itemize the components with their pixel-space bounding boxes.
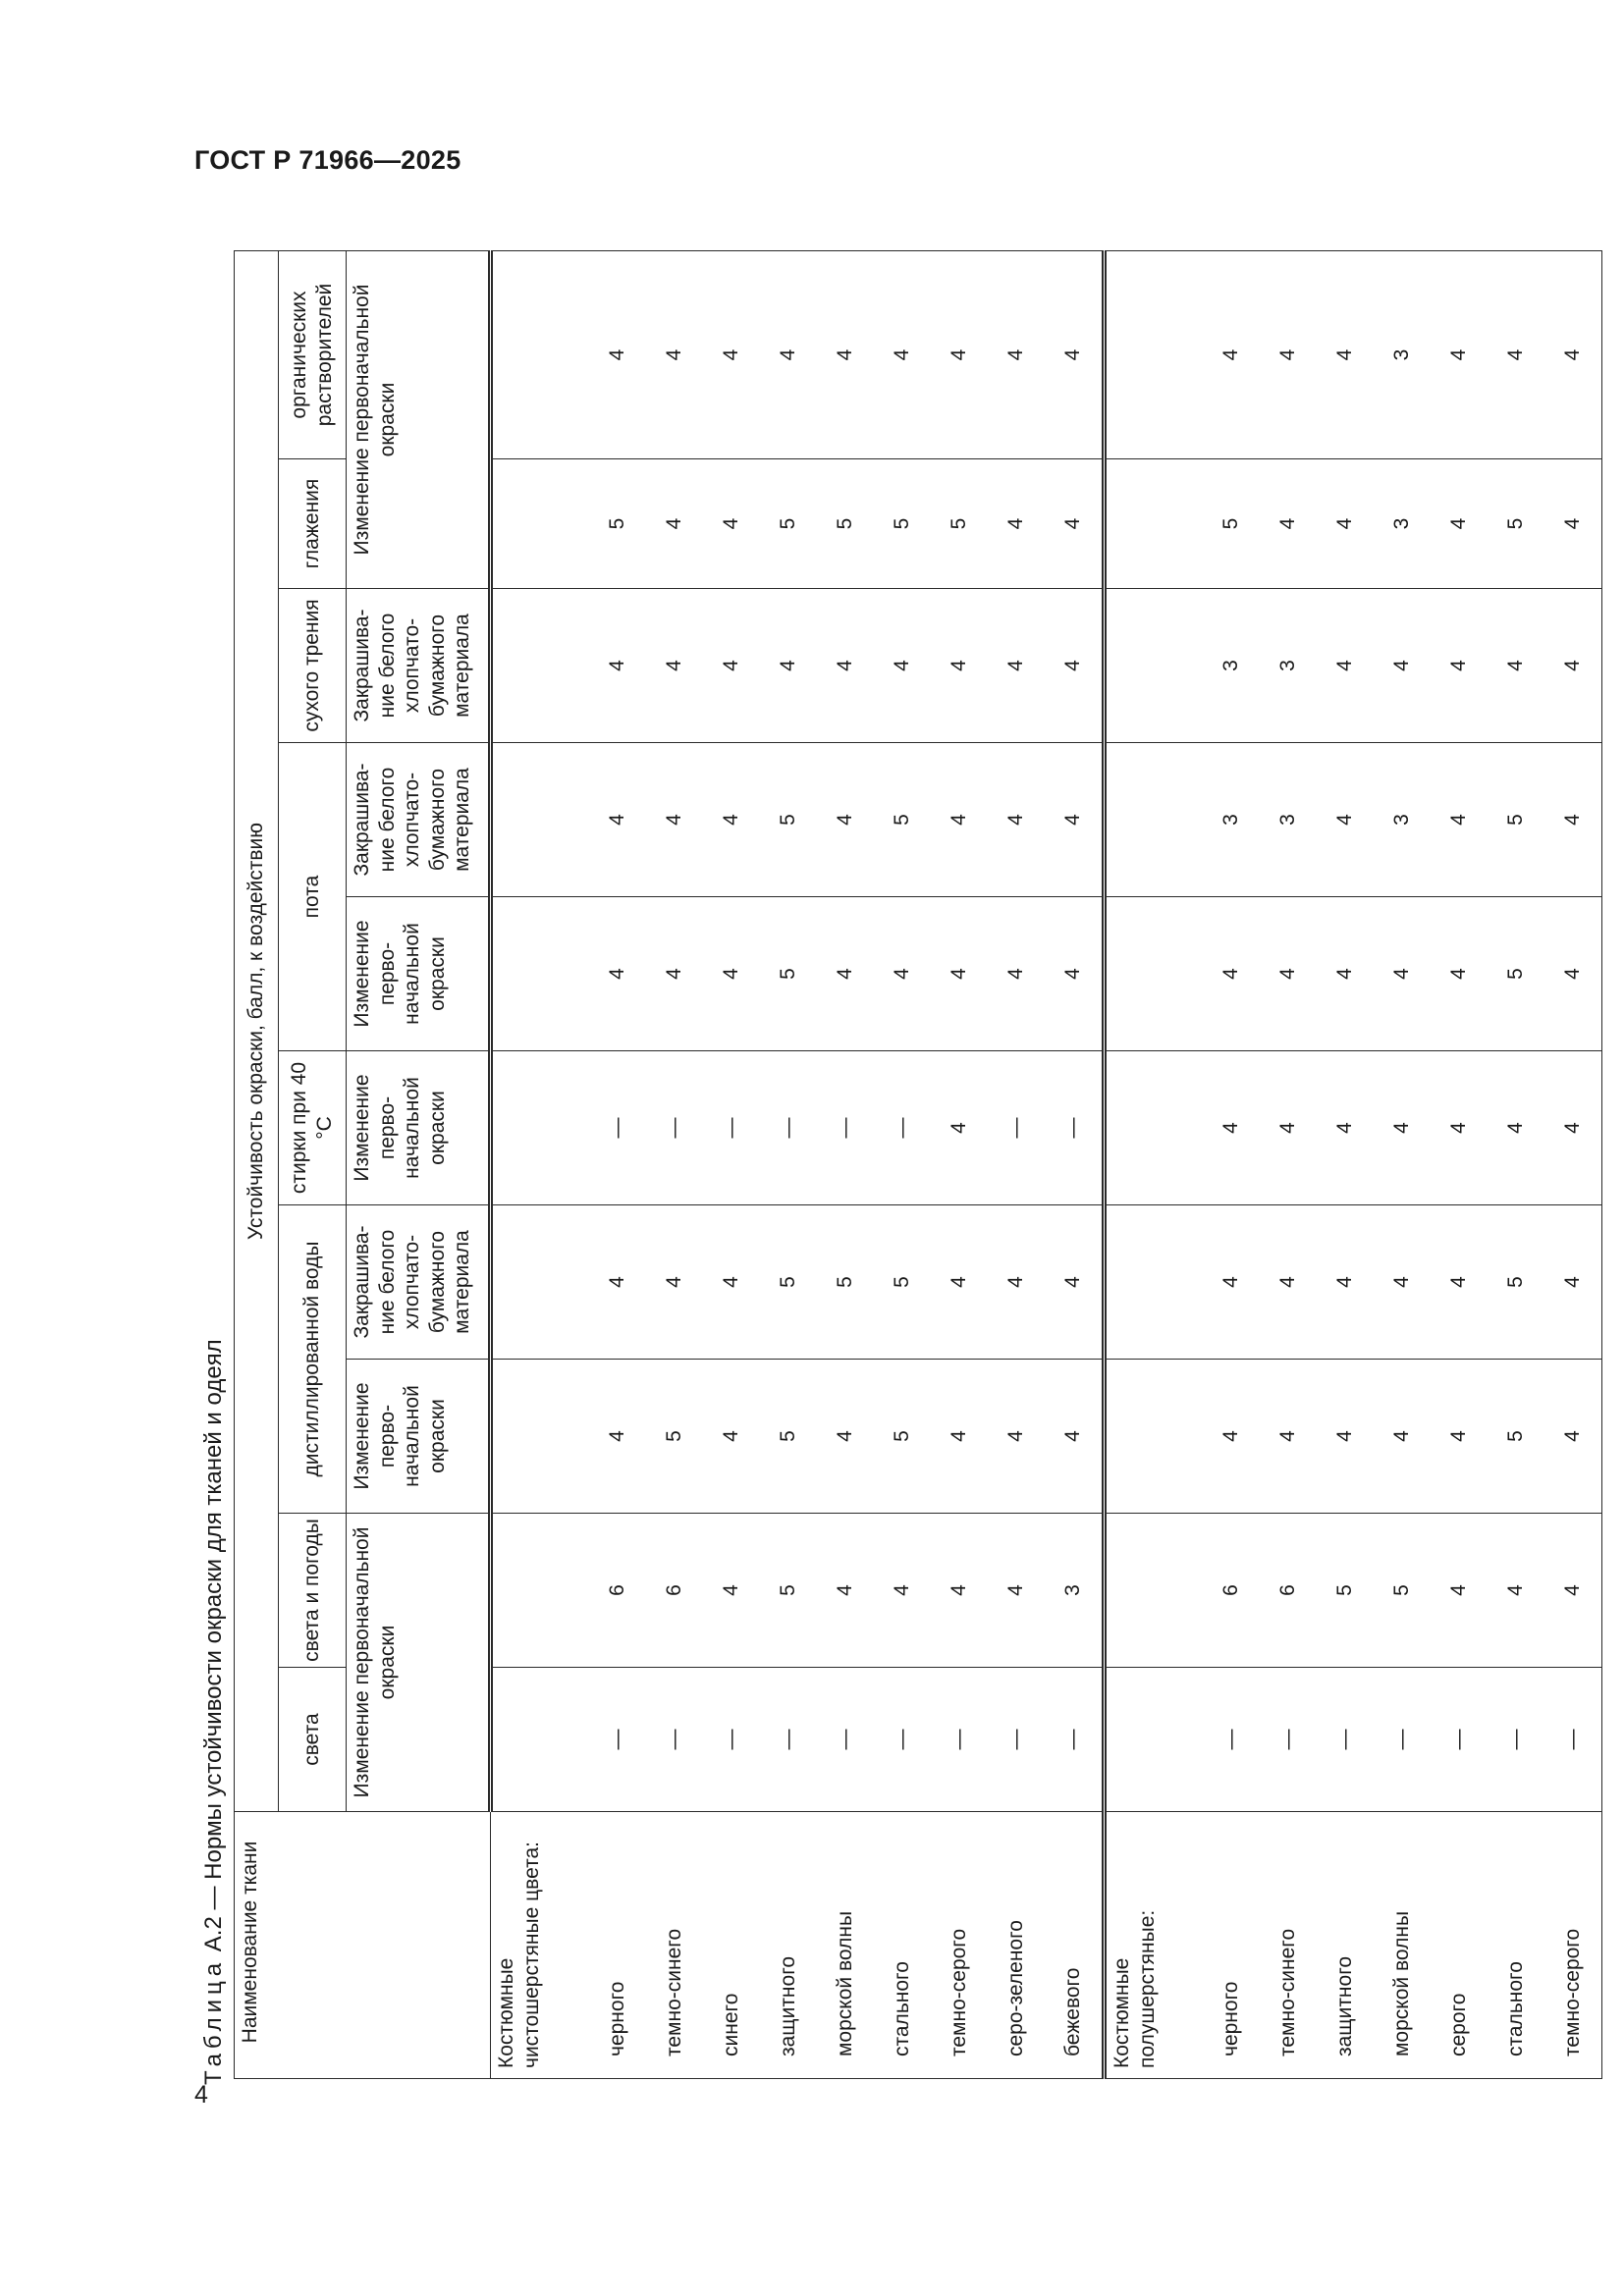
cell-value: 3 xyxy=(1260,743,1317,897)
cell-value: 4 xyxy=(1544,589,1602,743)
cell-value: 4 xyxy=(646,459,703,589)
cell-value: 4 xyxy=(988,251,1045,459)
cell-value: — xyxy=(988,1668,1045,1812)
cell-value: 4 xyxy=(1260,459,1317,589)
cell-value: 4 xyxy=(646,1205,703,1360)
cell-value: 4 xyxy=(1260,1051,1317,1205)
cell-value: 4 xyxy=(1045,589,1105,743)
table-row xyxy=(1488,251,1544,2079)
cell-value: 5 xyxy=(760,743,817,897)
page-number: 4 xyxy=(194,2081,208,2109)
cell-value: 4 xyxy=(874,1514,931,1668)
cell-value: 4 xyxy=(931,1514,988,1668)
group-header-row xyxy=(491,251,590,2079)
cell-value: 4 xyxy=(1317,1205,1374,1360)
cell-value: — xyxy=(1260,1668,1317,1812)
row-fabric-name: темно-серого xyxy=(931,1812,988,2079)
table-row xyxy=(703,251,760,2079)
cell-value: 4 xyxy=(589,589,646,743)
header-fabric-name: Наименование ткани xyxy=(235,1812,491,2079)
cell-value: 4 xyxy=(1431,897,1488,1051)
cell-value: 4 xyxy=(931,251,988,459)
row-fabric-name: серого xyxy=(1431,1812,1488,2079)
cell-value: — xyxy=(760,1668,817,1812)
cell-value: 4 xyxy=(1260,251,1317,459)
row-fabric-name: защитного xyxy=(1317,1812,1374,2079)
cell-value: 5 xyxy=(646,1360,703,1514)
cell-value: 3 xyxy=(1374,251,1431,459)
cell-value: 4 xyxy=(589,897,646,1051)
cell-value: — xyxy=(646,1668,703,1812)
cell-value: 6 xyxy=(589,1514,646,1668)
header-staining-dry-rub: Закрашива-ние белого хлопчато-бумажного материала xyxy=(347,589,491,743)
cell-value: 4 xyxy=(988,1514,1045,1668)
cell-value: 4 xyxy=(1203,1205,1260,1360)
header-change-initial-color: Изменение первоначальной окраски xyxy=(347,1514,491,1812)
document-header: ГОСТ Р 71966—2025 xyxy=(194,145,461,175)
cell-value: 4 xyxy=(1488,1051,1544,1205)
row-fabric-name: темно-синего xyxy=(646,1812,703,2079)
table-body xyxy=(491,251,1602,2079)
table-row xyxy=(817,251,874,2079)
cell-value: 5 xyxy=(760,1360,817,1514)
cell-value: 4 xyxy=(1431,1051,1488,1205)
cell-value: — xyxy=(817,1668,874,1812)
cell-value: 4 xyxy=(988,459,1045,589)
header-change-initial-water: Изменение перво-начальной окраски xyxy=(347,1360,491,1514)
cell-value: — xyxy=(817,1051,874,1205)
cell-value: — xyxy=(931,1668,988,1812)
cell-value: 4 xyxy=(874,897,931,1051)
cell-value: 4 xyxy=(1544,251,1602,459)
table-caption-prefix: Таблица xyxy=(200,1957,227,2085)
cell-value: 4 xyxy=(703,1514,760,1668)
header-light: света xyxy=(279,1668,347,1812)
cell-value: 4 xyxy=(1317,1051,1374,1205)
header-change-initial-sweat: Изменение перво-начальной окраски xyxy=(347,897,491,1051)
cell-value: — xyxy=(760,1051,817,1205)
table-row xyxy=(988,251,1045,2079)
row-fabric-name: серо-зеленого xyxy=(988,1812,1045,2079)
header-sweat: пота xyxy=(279,743,347,1051)
cell-value: 4 xyxy=(1317,251,1374,459)
cell-value: 4 xyxy=(817,743,874,897)
cell-value: 5 xyxy=(1488,1360,1544,1514)
header-change-initial-wash: Изменение перво-начальной окраски xyxy=(347,1051,491,1205)
cell-value: 4 xyxy=(760,251,817,459)
cell-value: 3 xyxy=(1374,743,1431,897)
cell-value: 4 xyxy=(646,897,703,1051)
cell-value: 3 xyxy=(1203,589,1260,743)
cell-value: — xyxy=(1488,1668,1544,1812)
cell-value: — xyxy=(589,1668,646,1812)
cell-value: 4 xyxy=(1431,251,1488,459)
cell-value: 4 xyxy=(1045,743,1105,897)
table-row xyxy=(1260,251,1317,2079)
cell-value: 4 xyxy=(1203,1360,1260,1514)
cell-value: 6 xyxy=(1203,1514,1260,1668)
cell-value: 4 xyxy=(931,897,988,1051)
cell-value: 4 xyxy=(874,251,931,459)
cell-value: 4 xyxy=(1045,459,1105,589)
cell-value: 5 xyxy=(1203,459,1260,589)
cell-value: 4 xyxy=(1431,1514,1488,1668)
cell-value: 4 xyxy=(988,1205,1045,1360)
row-fabric-name: черного xyxy=(1203,1812,1260,2079)
cell-value: 5 xyxy=(1488,897,1544,1051)
cell-value: 4 xyxy=(1045,1360,1105,1514)
cell-value: 5 xyxy=(1488,743,1544,897)
header-wash-40: стирки при 40 °С xyxy=(279,1051,347,1205)
header-fastness-group: Устойчивость окраски, балл, к воздействию xyxy=(235,251,279,1812)
table-row xyxy=(1317,251,1374,2079)
cell-value: 4 xyxy=(874,589,931,743)
cell-value: 5 xyxy=(1374,1514,1431,1668)
table-caption xyxy=(194,1339,234,2085)
cell-value: 6 xyxy=(1260,1514,1317,1668)
row-fabric-name: темно-синего xyxy=(1260,1812,1317,2079)
cell-value: 4 xyxy=(1203,1051,1260,1205)
cell-value: 4 xyxy=(760,589,817,743)
cell-value: 4 xyxy=(1317,743,1374,897)
cell-value: 4 xyxy=(1317,1360,1374,1514)
row-fabric-name: синего xyxy=(703,1812,760,2079)
cell-value: 5 xyxy=(874,1360,931,1514)
cell-value: 5 xyxy=(817,459,874,589)
cell-value: 4 xyxy=(1260,1205,1317,1360)
table-row xyxy=(1045,251,1105,2079)
cell-value: 4 xyxy=(931,1051,988,1205)
header-distilled-water: дистиллированной воды xyxy=(279,1205,347,1514)
header-organic-solvents: органических растворителей xyxy=(279,251,347,459)
cell-value: 4 xyxy=(1045,251,1105,459)
cell-value: 5 xyxy=(760,459,817,589)
cell-value: 3 xyxy=(1374,459,1431,589)
cell-value: 4 xyxy=(646,589,703,743)
cell-value: 4 xyxy=(817,1360,874,1514)
header-staining-water: Закрашива-ние белого хлопчато-бумажного материала xyxy=(347,1205,491,1360)
cell-value: 5 xyxy=(874,743,931,897)
cell-value: 4 xyxy=(988,1360,1045,1514)
cell-value: 4 xyxy=(1374,1205,1431,1360)
cell-value: 3 xyxy=(1045,1514,1105,1668)
cell-value: 5 xyxy=(1488,1205,1544,1360)
cell-value: 4 xyxy=(931,589,988,743)
cell-value: 4 xyxy=(1431,1360,1488,1514)
cell-value: 4 xyxy=(589,743,646,897)
cell-value: 4 xyxy=(988,743,1045,897)
cell-value: 4 xyxy=(703,897,760,1051)
cell-value: 5 xyxy=(1317,1514,1374,1668)
cell-value: 4 xyxy=(1544,459,1602,589)
header-ironing: глажения xyxy=(279,459,347,589)
rotated-page-content xyxy=(194,230,1585,2085)
cell-value: — xyxy=(589,1051,646,1205)
cell-value: 3 xyxy=(1203,743,1260,897)
table-row xyxy=(1374,251,1431,2079)
cell-value: — xyxy=(1374,1668,1431,1812)
cell-value: 4 xyxy=(589,251,646,459)
cell-value: 4 xyxy=(1317,459,1374,589)
cell-value: — xyxy=(703,1668,760,1812)
table-caption-text: А.2 — Нормы устойчивости окраски для тканей и одеял xyxy=(200,1339,227,1952)
row-fabric-name: бежевого xyxy=(1045,1812,1105,2079)
row-fabric-name: стального xyxy=(1488,1812,1544,2079)
cell-value: 4 xyxy=(703,743,760,897)
header-dry-rubbing: сухого трения xyxy=(279,589,347,743)
cell-value: 4 xyxy=(1260,1360,1317,1514)
cell-value: 4 xyxy=(1488,1514,1544,1668)
header-light-weather: света и погоды xyxy=(279,1514,347,1668)
cell-value: 4 xyxy=(1544,1360,1602,1514)
group-title: Костюмные полушерстяные: xyxy=(1105,1812,1204,2079)
table-row xyxy=(1544,251,1602,2079)
cell-value: 4 xyxy=(988,897,1045,1051)
cell-value: 4 xyxy=(703,1205,760,1360)
cell-value: 4 xyxy=(817,589,874,743)
cell-value: 4 xyxy=(703,459,760,589)
cell-value: 5 xyxy=(817,1205,874,1360)
cell-value: 4 xyxy=(589,1205,646,1360)
cell-value: 4 xyxy=(817,251,874,459)
cell-value: 5 xyxy=(760,1514,817,1668)
cell-value: 4 xyxy=(1260,897,1317,1051)
cell-value: 4 xyxy=(1374,589,1431,743)
row-fabric-name: морской волны xyxy=(1374,1812,1431,2079)
cell-value: — xyxy=(1045,1668,1105,1812)
cell-value: 4 xyxy=(1544,1205,1602,1360)
cell-value: 4 xyxy=(1488,589,1544,743)
cell-value: 5 xyxy=(874,459,931,589)
cell-value: — xyxy=(1045,1051,1105,1205)
table-row xyxy=(1203,251,1260,2079)
cell-value: 5 xyxy=(760,897,817,1051)
table-row xyxy=(646,251,703,2079)
header-staining-sweat: Закрашива-ние белого хлопчато-бумажного материала xyxy=(347,743,491,897)
cell-value: 4 xyxy=(931,1360,988,1514)
cell-value: 4 xyxy=(931,743,988,897)
cell-value: 5 xyxy=(760,1205,817,1360)
cell-value: 4 xyxy=(1431,589,1488,743)
cell-value: 4 xyxy=(646,251,703,459)
cell-value: 5 xyxy=(589,459,646,589)
cell-value: — xyxy=(703,1051,760,1205)
cell-value: — xyxy=(1431,1668,1488,1812)
cell-value: 4 xyxy=(1431,743,1488,897)
cell-value: 4 xyxy=(1374,897,1431,1051)
cell-value: — xyxy=(988,1051,1045,1205)
cell-value: 4 xyxy=(1045,1205,1105,1360)
cell-value: 4 xyxy=(988,589,1045,743)
cell-value: 4 xyxy=(1203,251,1260,459)
cell-value: 4 xyxy=(1203,897,1260,1051)
cell-value: — xyxy=(1317,1668,1374,1812)
cell-value: 4 xyxy=(1488,251,1544,459)
row-fabric-name: черного xyxy=(589,1812,646,2079)
cell-value: 4 xyxy=(1045,897,1105,1051)
row-fabric-name: стального xyxy=(874,1812,931,2079)
cell-value: 6 xyxy=(646,1514,703,1668)
row-fabric-name: темно-серого xyxy=(1544,1812,1602,2079)
table-row xyxy=(1431,251,1488,2079)
row-fabric-name: защитного xyxy=(760,1812,817,2079)
cell-value: 4 xyxy=(1544,1514,1602,1668)
cell-value: 4 xyxy=(817,1514,874,1668)
table-row xyxy=(760,251,817,2079)
cell-value: — xyxy=(1203,1668,1260,1812)
cell-value: 4 xyxy=(703,1360,760,1514)
cell-value: 4 xyxy=(1374,1360,1431,1514)
table-row xyxy=(589,251,646,2079)
cell-value: 3 xyxy=(1260,589,1317,743)
cell-value: 4 xyxy=(1317,897,1374,1051)
table-row xyxy=(931,251,988,2079)
group-title: Костюмные чистошерстяные цвета: xyxy=(491,1812,590,2079)
row-fabric-name: морской волны xyxy=(817,1812,874,2079)
header-change-initial-ironing-solvents: Изменение первоначальной окраски xyxy=(347,251,491,589)
cell-value: — xyxy=(874,1668,931,1812)
cell-value: 4 xyxy=(1544,1051,1602,1205)
cell-value: 4 xyxy=(646,743,703,897)
cell-value: 4 xyxy=(1317,589,1374,743)
cell-value: 5 xyxy=(931,459,988,589)
fastness-table xyxy=(234,250,1602,2079)
cell-value: 4 xyxy=(703,589,760,743)
cell-value: — xyxy=(646,1051,703,1205)
cell-value: 5 xyxy=(874,1205,931,1360)
cell-value: 4 xyxy=(1374,1051,1431,1205)
cell-value: 4 xyxy=(589,1360,646,1514)
cell-value: 4 xyxy=(1431,1205,1488,1360)
cell-value: 4 xyxy=(817,897,874,1051)
cell-value: 4 xyxy=(703,251,760,459)
cell-value: 4 xyxy=(931,1205,988,1360)
cell-value: — xyxy=(874,1051,931,1205)
cell-value: — xyxy=(1544,1668,1602,1812)
cell-value: 4 xyxy=(1544,743,1602,897)
table-row xyxy=(874,251,931,2079)
group-header-row xyxy=(1105,251,1204,2079)
cell-value: 4 xyxy=(1544,897,1602,1051)
cell-value: 5 xyxy=(1488,459,1544,589)
cell-value: 4 xyxy=(1431,459,1488,589)
